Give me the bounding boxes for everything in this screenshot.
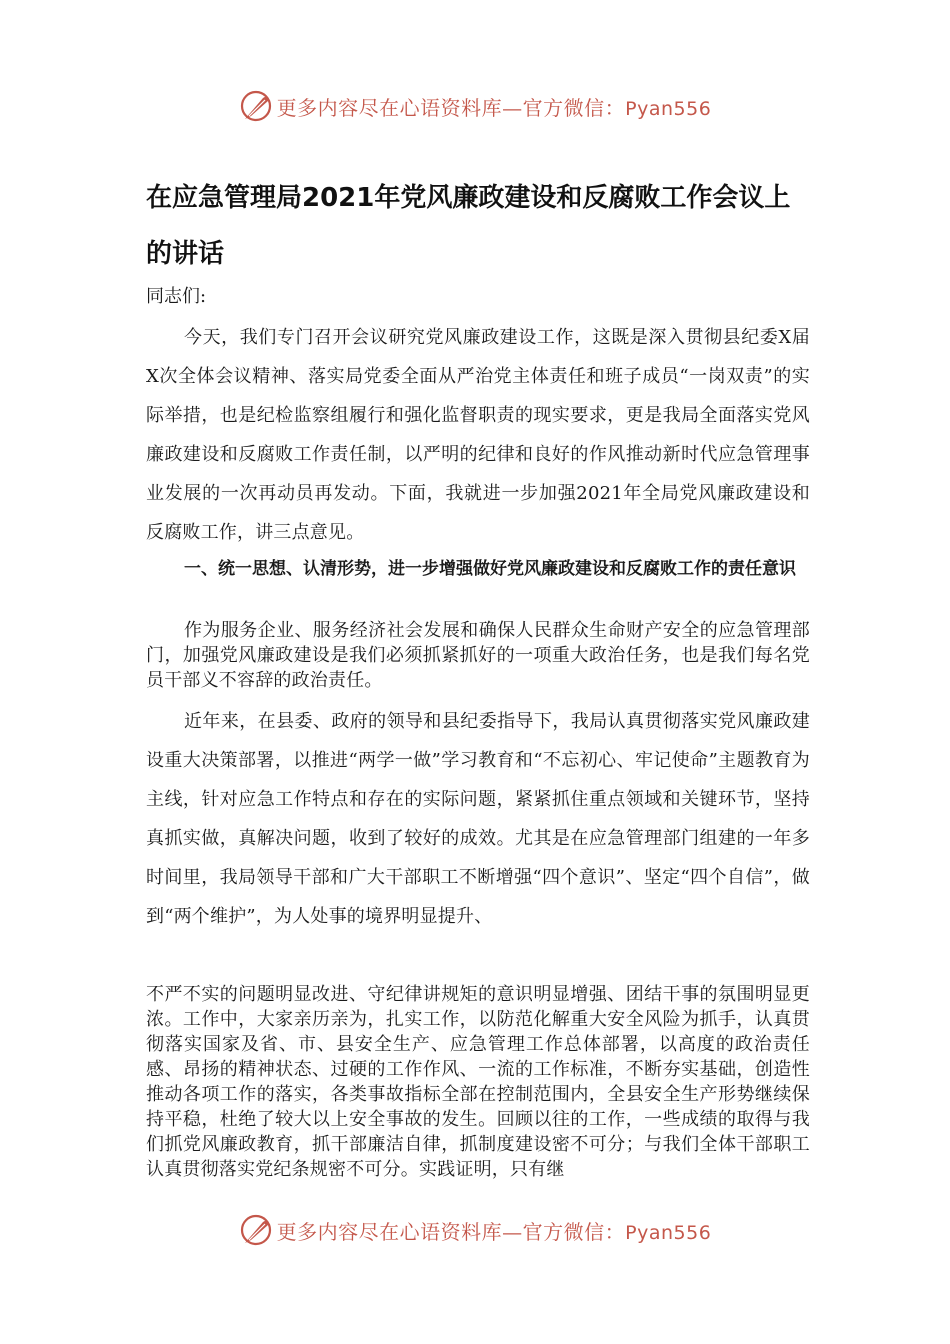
paragraph-intro: 今天，我们专门召开会议研究党风廉政建设工作，这既是深入贯彻县纪委X届X次全体会议精神、落实局党委全面从严治党主体责任和班子成员“一岗双责”的实际举措，也是纪检监察组履行和强化监督职责的现实要求，更是我局全面落实党风廉政建设和反腐败工作责任制，以严明的纪律和良好的作风推动新时代应急管理事业发展的一次再动员再发动。下面，我就进一步加强2021年全局党风廉政建设和反腐败工作，讲三点意见。 bbox=[146, 327, 810, 543]
paragraph-3-continued: 不严不实的问题明显改进、守纪律讲规矩的意识明显增强、团结干事的氛围明显更浓。工作中，大家亲历亲为，扎实工作，以防范化解重大安全风险为抓手，认真贯彻落实国家及省、市、县安全生产、应急管理工作总体部署，以高度的政治责任感、昂扬的精神状态、过硬的工作作风、一流的工作标准，不断夯实基础，创造性推动各项工作的落实，各类事故指标全部在控制范围内，全县安全生产形势继续保持平稳，杜绝了较大以上安全事故的发生。回顾以往的工作，一些成绩的取得与我们抓党风廉政教育，抓干部廉洁自律，抓制度建设密不可分；与我们全体干部职工认真贯彻落实党纪条规密不可分。实践证明，只有继 bbox=[146, 984, 810, 1180]
section-heading-1: 一、统一思想、认清形势，进一步增强做好党风廉政建设和反腐败工作的责任意识 bbox=[184, 559, 796, 579]
salutation: 同志们: bbox=[146, 286, 207, 307]
banner-text: 更多内容尽在心语资料库—官方微信：Pyan556 bbox=[276, 95, 712, 120]
wechat-id: Pyan556 bbox=[625, 97, 712, 120]
paragraph-3: 近年来，在县委、政府的领导和县纪委指导下，我局认真贯彻落实党风廉政建设重大决策部署，以推进“两学一做”学习教育和“不忘初心、牢记使命”主题教育为主线，针对应急工作特点和存在的实际问题，紧紧抓住重点领域和关键环节，坚持真抓实做，真解决问题，收到了较好的成效。尤其是在应急管理部门组建的一年多时间里，我局领导干部和广大干部职工不断增强“四个意识”、坚定“四个自信”，做到“两个维护”，为人处事的境界明显提升、 bbox=[146, 711, 810, 927]
quill-pen-icon bbox=[239, 1213, 273, 1247]
paragraph-2: 作为服务企业、服务经济社会发展和确保人民群众生命财产安全的应急管理部门，加强党风廉政建设是我们必须抓紧抓好的一项重大政治任务，也是我们每名党员干部义不容辞的政治责任。 bbox=[146, 620, 810, 691]
banner-text: 更多内容尽在心语资料库—官方微信：Pyan556 bbox=[276, 1219, 712, 1244]
quill-pen-icon bbox=[239, 89, 273, 123]
header-banner bbox=[0, 86, 950, 126]
footer-banner bbox=[0, 1210, 950, 1250]
document-title: 在应急管理局2021年党风廉政建设和反腐败工作会议上的讲话 bbox=[146, 183, 791, 269]
wechat-id: Pyan556 bbox=[625, 1221, 712, 1244]
